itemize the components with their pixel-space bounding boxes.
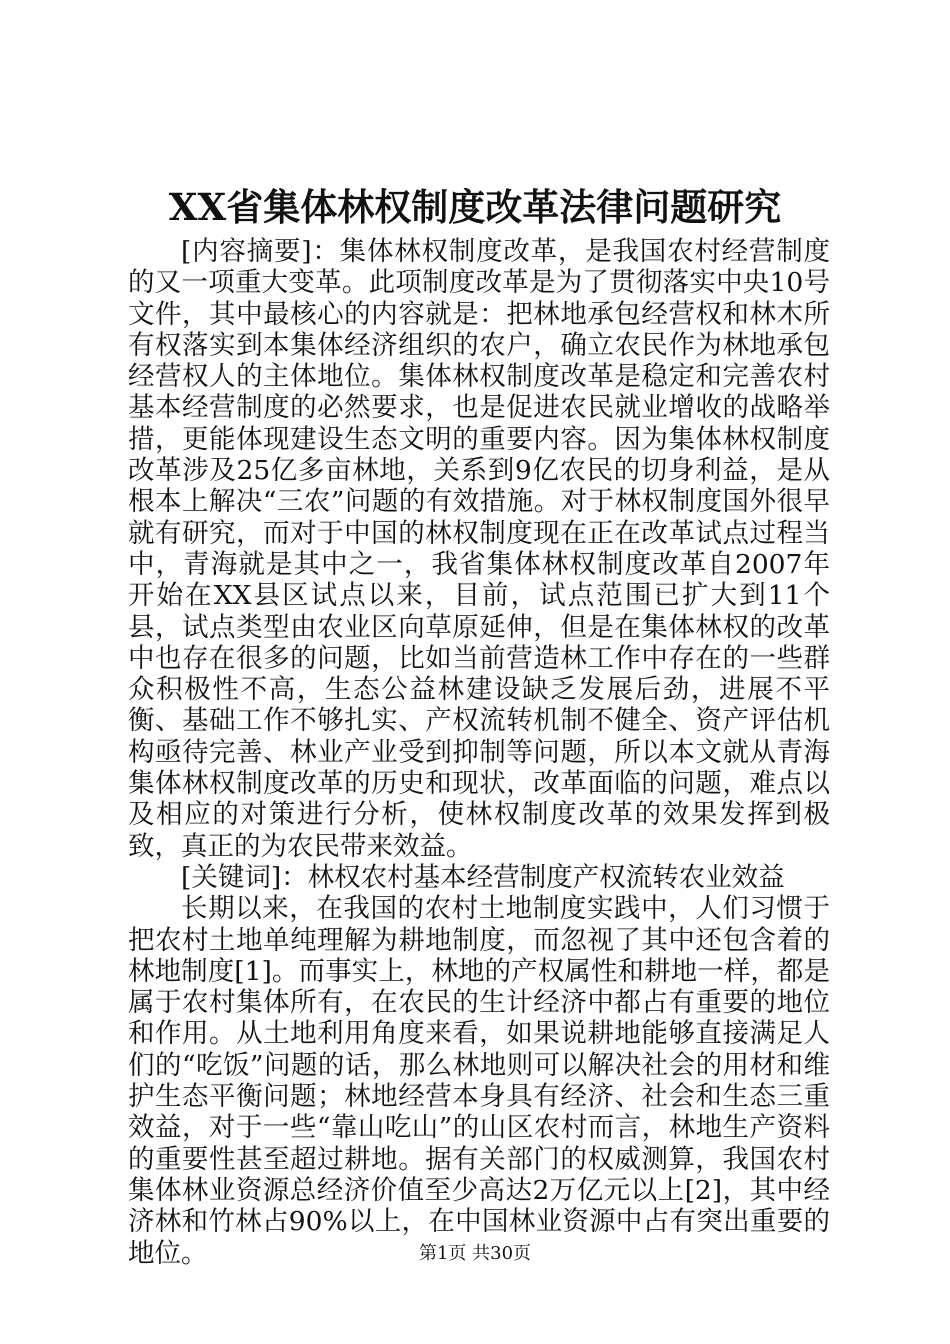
page-footer: 第1页 共30页	[418, 1243, 532, 1264]
document-body	[128, 236, 830, 1269]
document-title: XX省集体林权制度改革法律问题研究	[168, 185, 782, 229]
keywords-paragraph: [关键词]：林权农村基本经营制度产权流转农业效益	[181, 861, 785, 893]
body-paragraph: 长期以来，在我国的农村土地制度实践中，人们习惯于把农村土地单纯理解为耕地制度，而忽视了其中还包含着的林地制度[1]。而事实上，林地的产权属性和耕地一样，都是属于农村集体所有，在农民的生计经济中都占有重要的地位和作用。从土地利用角度来看，如果说耕地能够直接满足人们的“吃饭”问题的话，那么林地则可以解决社会的用材和维护生态平衡问题；林地经营本身具有经济、社会和生态三重效益，对于一些“靠山吃山”的山区农村而言，林地生产资料的重要性甚至超过耕地。据有关部门的权威测算，我国农村集体林业资源总经济价值至少高达2万亿元以上[2]，其中经济林和竹林占90%以上，在中国林业资源中占有突出重要的地位。	[128, 893, 830, 1269]
abstract-paragraph: [内容摘要]：集体林权制度改革，是我国农村经营制度的又一项重大变革。此项制度改革是为了贯彻落实中央10号文件，其中最核心的内容就是：把林地承包经营权和林木所有权落实到本集体经济组织的农户，确立农民作为林地承包经营权人的主体地位。集体林权制度改革是稳定和完善农村基本经营制度的必然要求，也是促进农民就业增收的战略举措，更能体现建设生态文明的重要内容。因为集体林权制度改革涉及25亿多亩林地，关系到9亿农民的切身利益，是从根本上解决“三农”问题的有效措施。对于林权制度国外很早就有研究，而对于中国的林权制度现在正在改革试点过程当中，青海就是其中之一，我省集体林权制度改革自2007年开始在XX县区试点以来，目前，试点范围已扩大到11个县，试点类型由农业区向草原延伸，但是在集体林权的改革中也存在很多的问题，比如当前营造林工作中存在的一些群众积极性不高，生态公益林建设缺乏发展后劲，进展不平衡、基础工作不够扎实、产权流转机制不健全、资产评估机构亟待完善、林业产业受到抑制等问题，所以本文就从青海集体林权制度改革的历史和现状，改革面临的问题，难点以及相应的对策进行分析，使林权制度改革的效果发挥到极致，真正的为农民带来效益。	[128, 236, 830, 862]
